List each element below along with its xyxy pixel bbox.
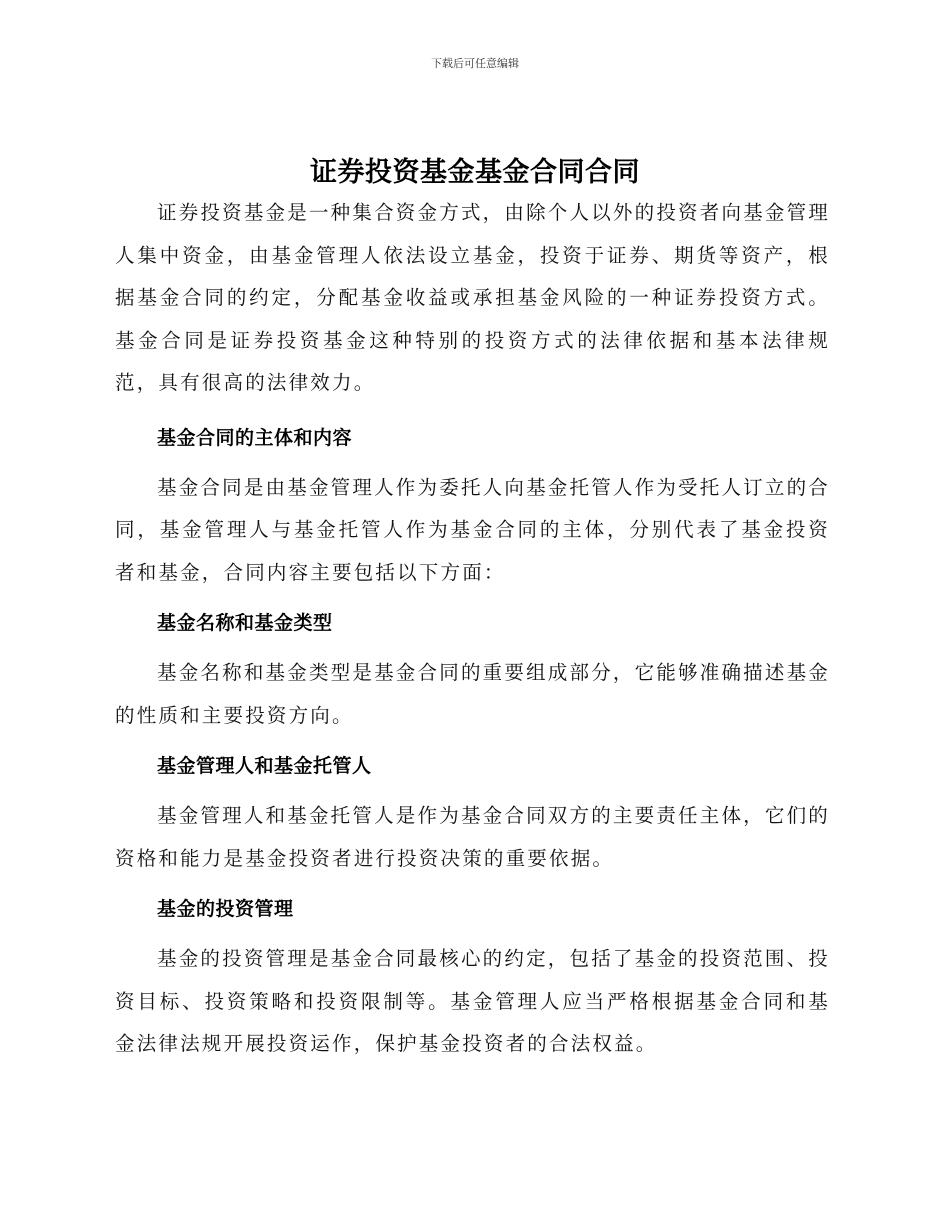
section-heading-investment-management: 基金的投资管理 [157, 898, 294, 920]
section-body-subjects: 基金合同是由基金管理人作为委托人向基金托管人作为受托人订立的合同，基金管理人与基金托管人作为基金合同的主体，分别代表了基金投资者和基金，合同内容主要包括以下方面： [115, 475, 830, 584]
section-body-investment-management: 基金的投资管理是基金合同最核心的约定，包括了基金的投资范围、投资目标、投资策略和投资限制等。基金管理人应当严格根据基金合同和基金法律法规开展投资运作，保护基金投资者的合法权益。 [115, 947, 830, 1055]
header-note: 下载后可任意编辑 [431, 57, 519, 70]
section-heading-manager-custodian: 基金管理人和基金托管人 [157, 755, 372, 777]
section-heading-subjects: 基金合同的主体和内容 [157, 426, 353, 449]
document-body [115, 192, 830, 1066]
section-heading-fund-name: 基金名称和基金类型 [157, 612, 333, 634]
intro-paragraph: 证券投资基金是一种集合资金方式，由除个人以外的投资者向基金管理人集中资金，由基金管理人依法设立基金，投资于证券、期货等资产，根据基金合同的约定，分配基金收益或承担基金风险的一种证券投资方式。基金合同是证券投资基金这种特别的投资方式的法律依据和基本法律规范，具有很高的法律效力。 [115, 201, 830, 394]
section-body-manager-custodian: 基金管理人和基金托管人是作为基金合同双方的主要责任主体，它们的资格和能力是基金投资者进行投资决策的重要依据。 [115, 804, 830, 870]
document-title: 证券投资基金基金合同合同 [310, 157, 640, 188]
section-body-fund-name: 基金名称和基金类型是基金合同的重要组成部分，它能够准确描述基金的性质和主要投资方向。 [115, 661, 830, 727]
